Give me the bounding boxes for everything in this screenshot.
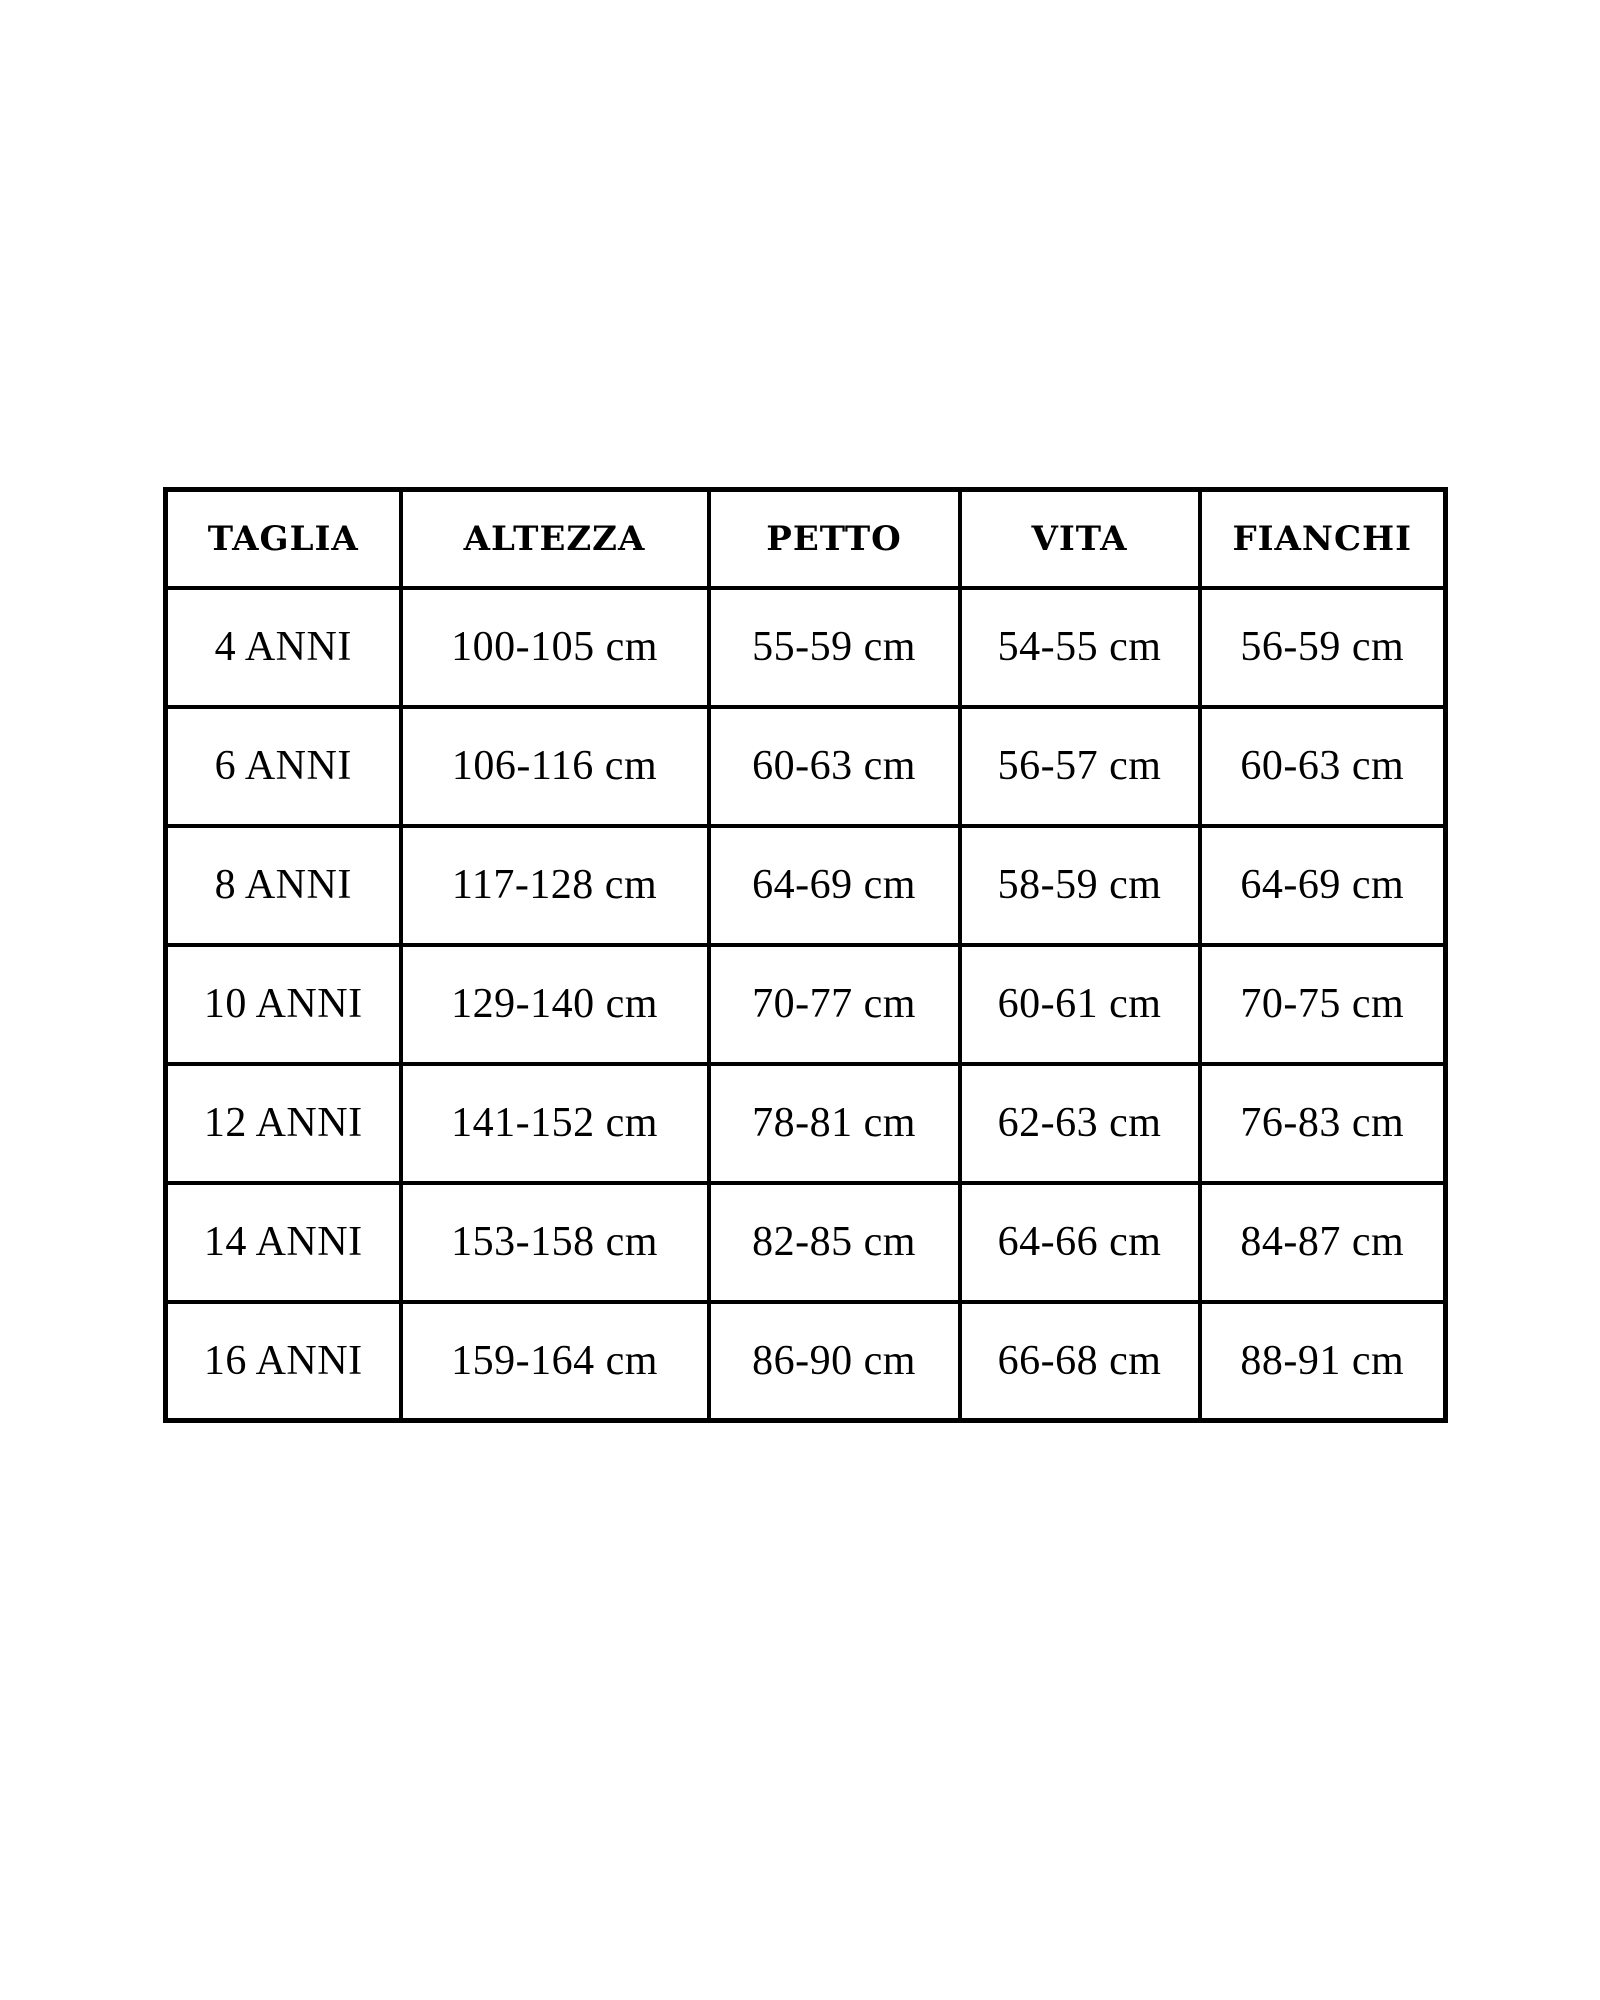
cell-altezza: 106-116 cm xyxy=(401,707,709,826)
cell-altezza: 159-164 cm xyxy=(401,1302,709,1421)
cell-altezza: 141-152 cm xyxy=(401,1064,709,1183)
cell-petto: 64-69 cm xyxy=(709,826,960,945)
cell-vita: 54-55 cm xyxy=(960,588,1200,707)
cell-altezza: 117-128 cm xyxy=(401,826,709,945)
table-row xyxy=(166,588,1446,707)
cell-petto: 55-59 cm xyxy=(709,588,960,707)
cell-vita: 66-68 cm xyxy=(960,1302,1200,1421)
cell-fianchi: 64-69 cm xyxy=(1200,826,1446,945)
cell-petto: 82-85 cm xyxy=(709,1183,960,1302)
table-row xyxy=(166,1064,1446,1183)
column-header-vita: VITA xyxy=(960,490,1200,588)
cell-vita: 56-57 cm xyxy=(960,707,1200,826)
cell-taglia: 14 ANNI xyxy=(166,1183,401,1302)
cell-vita: 58-59 cm xyxy=(960,826,1200,945)
table-row xyxy=(166,1183,1446,1302)
cell-fianchi: 60-63 cm xyxy=(1200,707,1446,826)
size-chart-table xyxy=(163,487,1448,1423)
cell-taglia: 6 ANNI xyxy=(166,707,401,826)
cell-vita: 62-63 cm xyxy=(960,1064,1200,1183)
column-header-fianchi: FIANCHI xyxy=(1200,490,1446,588)
cell-altezza: 129-140 cm xyxy=(401,945,709,1064)
cell-taglia: 12 ANNI xyxy=(166,1064,401,1183)
header-row xyxy=(166,490,1446,588)
table-row xyxy=(166,1302,1446,1421)
cell-petto: 60-63 cm xyxy=(709,707,960,826)
column-header-altezza: ALTEZZA xyxy=(401,490,709,588)
cell-taglia: 10 ANNI xyxy=(166,945,401,1064)
table-row xyxy=(166,707,1446,826)
cell-vita: 64-66 cm xyxy=(960,1183,1200,1302)
cell-taglia: 16 ANNI xyxy=(166,1302,401,1421)
table-row xyxy=(166,826,1446,945)
column-header-petto: PETTO xyxy=(709,490,960,588)
cell-vita: 60-61 cm xyxy=(960,945,1200,1064)
cell-altezza: 100-105 cm xyxy=(401,588,709,707)
cell-fianchi: 88-91 cm xyxy=(1200,1302,1446,1421)
cell-fianchi: 76-83 cm xyxy=(1200,1064,1446,1183)
cell-altezza: 153-158 cm xyxy=(401,1183,709,1302)
cell-taglia: 4 ANNI xyxy=(166,588,401,707)
cell-taglia: 8 ANNI xyxy=(166,826,401,945)
column-header-taglia: TAGLIA xyxy=(166,490,401,588)
table-row xyxy=(166,945,1446,1064)
cell-petto: 86-90 cm xyxy=(709,1302,960,1421)
cell-fianchi: 84-87 cm xyxy=(1200,1183,1446,1302)
cell-petto: 70-77 cm xyxy=(709,945,960,1064)
cell-fianchi: 56-59 cm xyxy=(1200,588,1446,707)
cell-petto: 78-81 cm xyxy=(709,1064,960,1183)
cell-fianchi: 70-75 cm xyxy=(1200,945,1446,1064)
